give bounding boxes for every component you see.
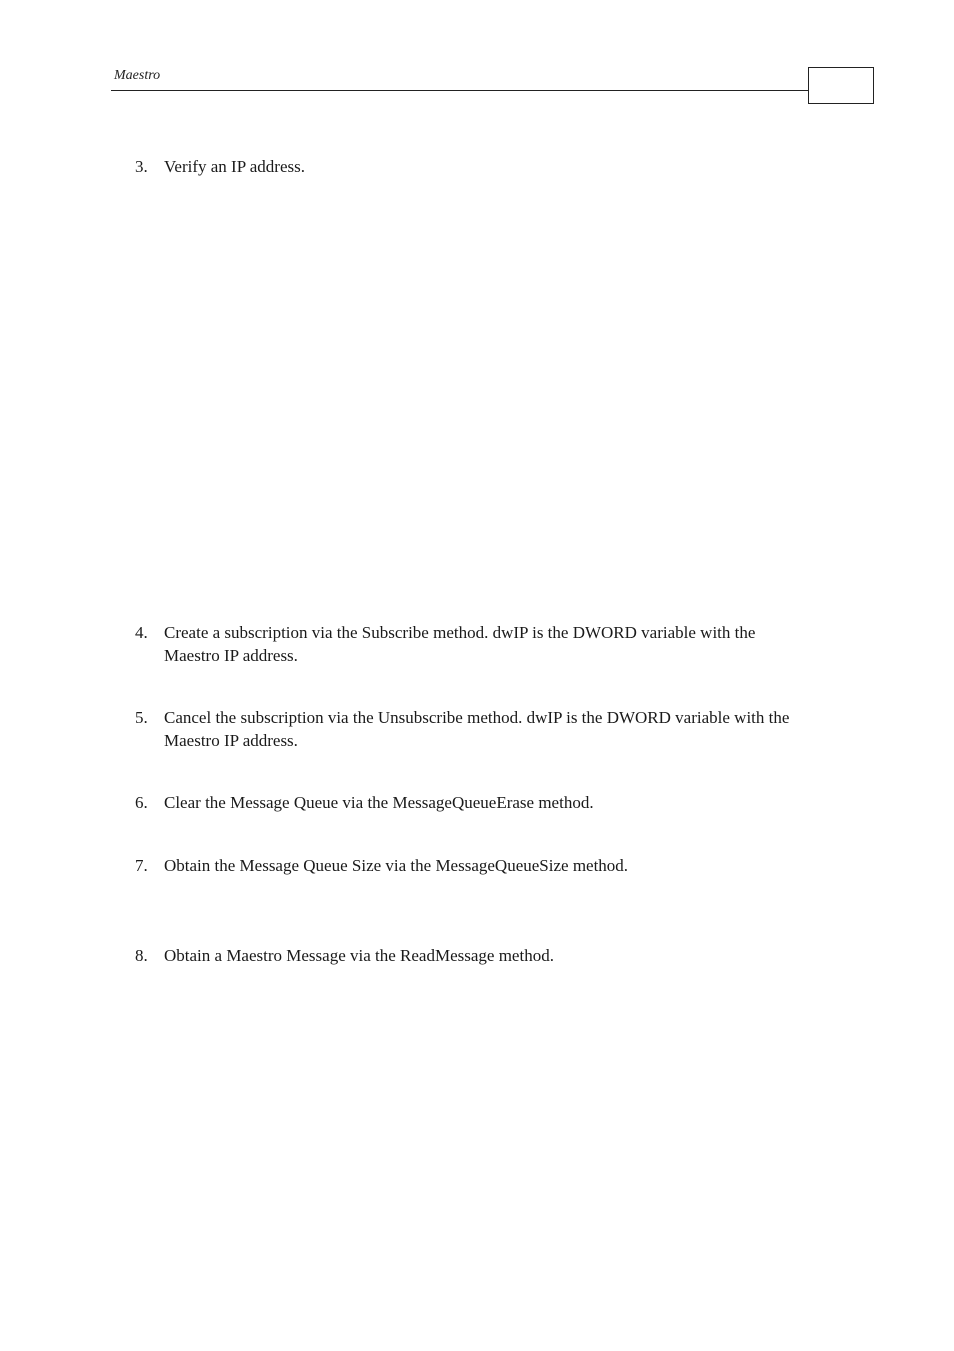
step-number: 4. [135,623,148,642]
step-number: 8. [135,946,148,965]
step-text: Obtain the Message Queue Size via the MessageQueueSize method. [164,856,629,875]
step-number: 5. [135,708,148,727]
step-item [135,854,815,877]
header-rule [111,90,809,91]
step-item [135,944,815,967]
step-number: 7. [135,856,148,875]
step-text: Cancel the subscription via the Unsubscribe method. dwIP is the DWORD variable with the Maestro IP address. [164,708,790,750]
step-item [135,706,815,752]
step-item [135,621,815,667]
step-item [135,791,815,814]
step-number: 3. [135,157,148,176]
step-text: Create a subscription via the Subscribe method. dwIP is the DWORD variable with the Maestro IP address. [164,623,756,665]
step-text: Obtain a Maestro Message via the ReadMessage method. [164,946,554,965]
step-text: Verify an IP address. [164,157,305,176]
step-number: 6. [135,793,148,812]
header-title: Maestro [114,68,161,83]
step-item [135,155,815,178]
step-text: Clear the Message Queue via the MessageQueueErase method. [164,793,594,812]
page-number-box [808,67,874,104]
